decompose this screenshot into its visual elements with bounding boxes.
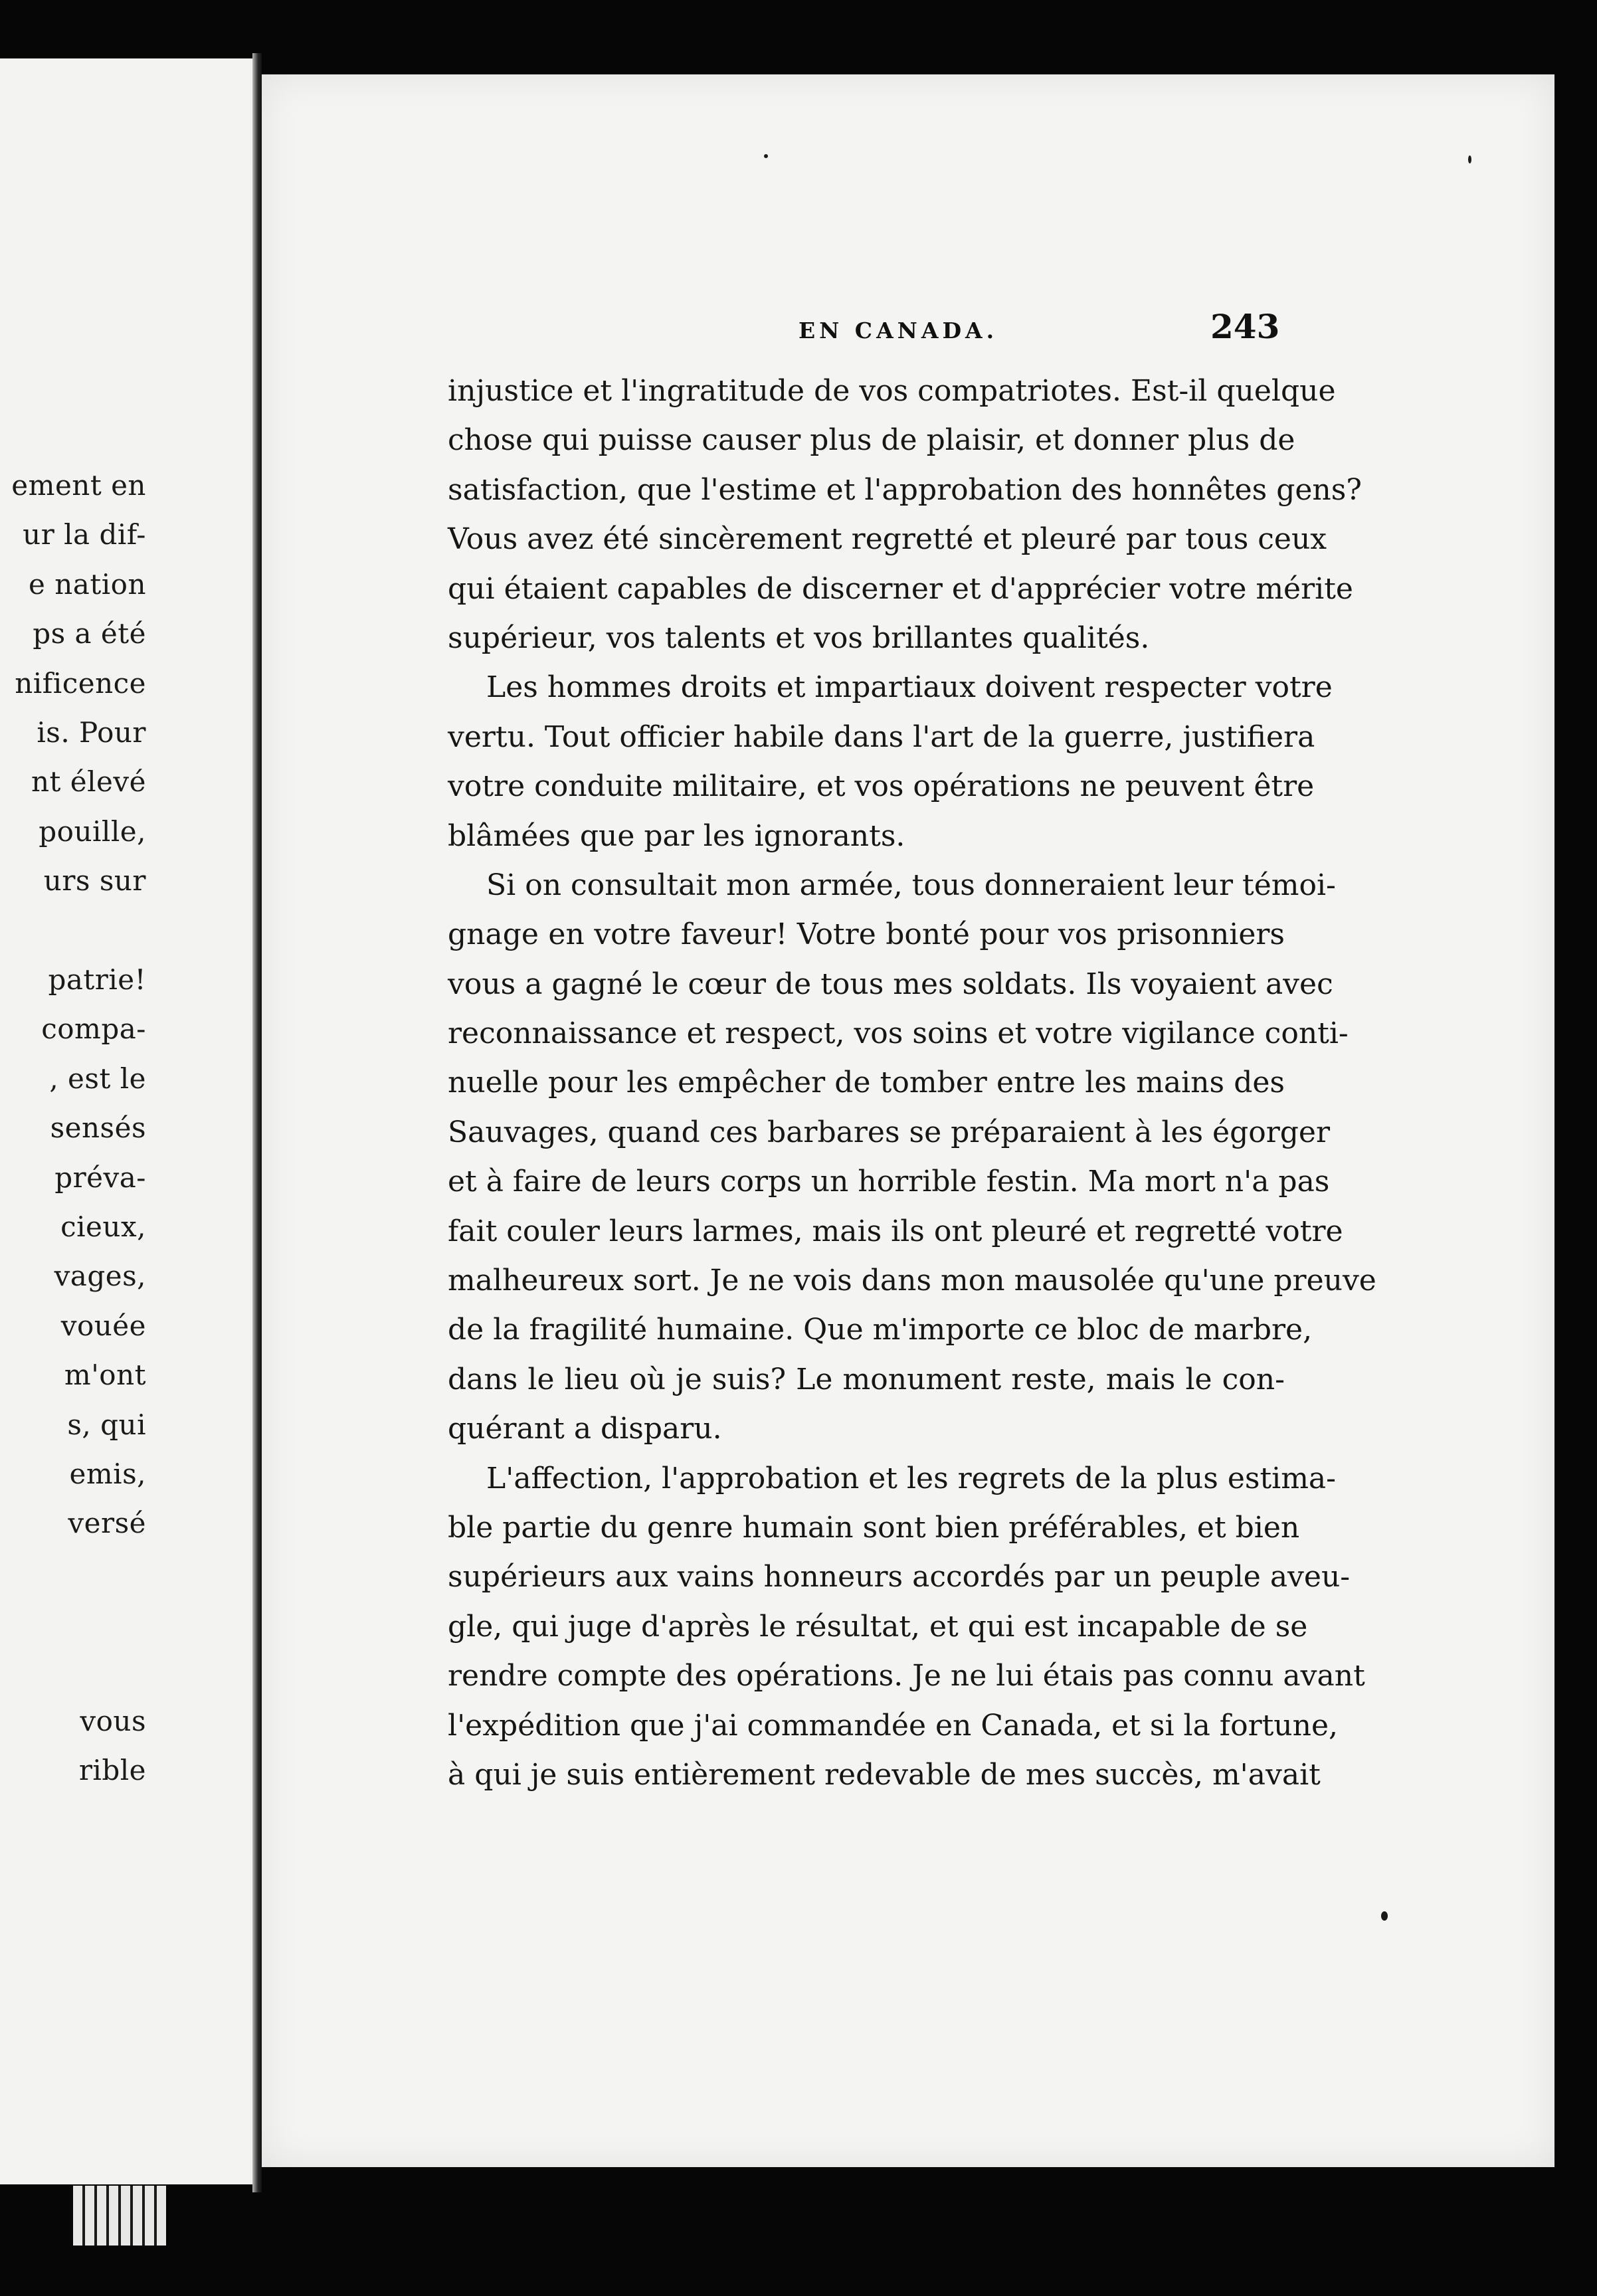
right-page [262,74,1554,2167]
left-text-fragment: vages, [54,1260,146,1293]
left-text-fragment: , est le [49,1062,146,1095]
left-text-fragment: s, qui [67,1408,146,1441]
left-text-fragment: ur la dif- [23,518,146,551]
text-line: vertu. Tout officier habile dans l'art de la guerre, justifiera [448,719,1315,754]
left-text-fragment: is. Pour [37,716,146,749]
left-text-fragment: ps a été [33,617,146,650]
left-text-fragment: compa- [41,1012,146,1046]
left-text-fragment: urs sur [43,864,146,898]
left-text-fragment: préva- [54,1161,146,1194]
book-gutter [252,53,262,2192]
left-text-fragment: e nation [29,567,146,601]
left-text-fragment: patrie! [48,963,146,996]
left-text-fragment: emis, [69,1458,146,1490]
left-text-fragment: vous [80,1705,146,1737]
left-text-fragment: sensés [50,1111,146,1145]
text-line: gnage en votre faveur! Votre bonté pour vos prisonniers [448,917,1285,952]
text-line: Vous avez été sincèrement regretté et pleuré par tous ceux [448,522,1327,557]
text-line: malheureux sort. Je ne vois dans mon mausolée qu'une preuve [448,1264,1376,1298]
dust-speck [1381,1911,1388,1921]
text-line: fait couler leurs larmes, mais ils ont pleuré et regretté votre [448,1214,1343,1248]
text-line: rendre compte des opérations. Je ne lui étais pas connu avant [448,1659,1365,1693]
left-text-fragment: ement en [11,469,146,502]
left-text-fragment: vouée [60,1309,146,1342]
body-text [448,367,1376,1800]
text-line: satisfaction, que l'estime et l'approbation des honnêtes gens? [448,472,1362,507]
text-line: qui étaient capables de discerner et d'apprécier votre mérite [448,571,1353,606]
text-line: vous a gagné le cœur de tous mes soldats. Ils voyaient avec [448,967,1333,1001]
text-line: supérieurs aux vains honneurs accordés par un peuple aveu- [448,1560,1351,1594]
text-line: gle, qui juge d'après le résultat, et qui est incapable de se [448,1609,1308,1644]
text-line: Sauvages, quand ces barbares se préparaient à les égorger [448,1115,1330,1149]
left-text-fragment: pouille, [39,814,146,848]
text-line: Les hommes droits et impartiaux doivent respecter votre [486,670,1333,705]
left-text-fragment: rible [78,1754,146,1787]
text-line: reconnaissance et respect, vos soins et votre vigilance conti- [448,1016,1349,1051]
text-line: L'affection, l'approbation et les regrets de la plus estima- [486,1461,1337,1495]
page-number: 243 [1210,307,1280,346]
text-line: quérant a disparu. [448,1412,722,1446]
text-line: l'expédition que j'ai commandée en Canada, et si la fortune, [448,1708,1339,1743]
text-line: chose qui puisse causer plus de plaisir, et donner plus de [448,423,1295,458]
text-line: de la fragilité humaine. Que m'importe ce bloc de marbre, [448,1313,1313,1347]
dust-speck [764,154,768,158]
left-text-fragment: cieux, [60,1210,146,1243]
dust-speck [1468,155,1471,163]
text-line: à qui je suis entièrement redevable de mes succès, m'avait [448,1757,1321,1792]
text-line: dans le lieu où je suis? Le monument reste, mais le con- [448,1362,1285,1396]
text-line: et à faire de leurs corps un horrible festin. Ma mort n'a pas [448,1165,1330,1199]
text-line: votre conduite militaire, et vos opérations ne peuvent être [448,769,1315,804]
left-text-fragment: nt élevé [31,765,146,799]
running-head: EN CANADA. [798,318,998,343]
text-line: Si on consultait mon armée, tous donneraient leur témoi- [486,868,1336,902]
text-line: blâmées que par les ignorants. [448,818,905,853]
left-facing-page [0,58,260,2184]
left-text-fragment: versé [68,1507,146,1540]
left-text-fragment: m'ont [64,1359,146,1392]
page-edges [73,2186,166,2246]
left-text-fragment: nificence [15,666,146,700]
text-line: supérieur, vos talents et vos brillantes qualités. [448,621,1150,655]
text-line: injustice et l'ingratitude de vos compatriotes. Est-il quelque [448,374,1336,408]
text-line: nuelle pour les empêcher de tomber entre les mains des [448,1066,1285,1100]
text-line: ble partie du genre humain sont bien préférables, et bien [448,1510,1300,1545]
